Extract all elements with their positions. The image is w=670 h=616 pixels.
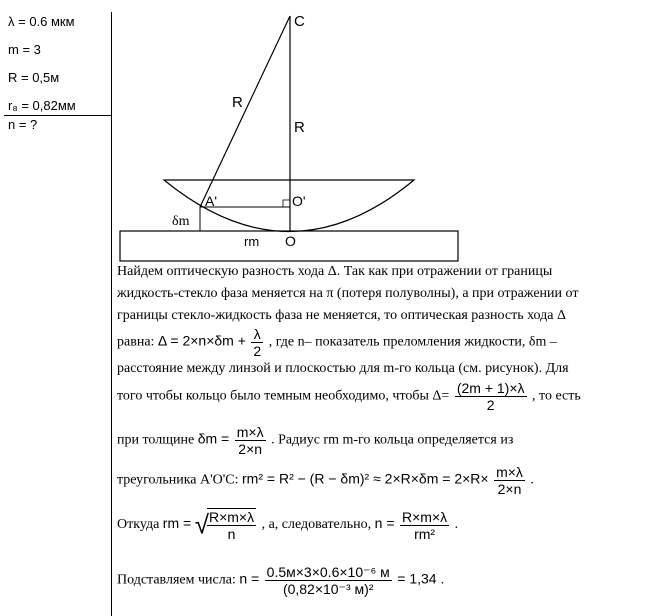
- fraction-numeric: [265, 564, 392, 597]
- formula-n-numeric: n =: [239, 570, 260, 587]
- solution-line-3: границы стекло-жидкость фаза не меняется, то оптическая разность хода Δ: [117, 308, 566, 323]
- fraction-numerator: m×λ: [236, 424, 264, 440]
- fraction-n: [400, 509, 449, 542]
- given-n-unknown: n = ?: [8, 117, 38, 132]
- solution-line-5: расстояние между линзой и плоскостью для m-го кольца (см. рисунок). Для: [117, 361, 569, 376]
- given-lambda: λ = 0.6 мкм: [8, 14, 75, 29]
- fraction-numerator: (2m + 1)×λ: [456, 380, 525, 396]
- fraction-numerator: λ: [251, 326, 263, 343]
- fraction-numerator: R×m×λ: [208, 509, 255, 525]
- fraction-denominator: 2: [486, 397, 495, 413]
- fraction-denominator: 2×n: [497, 481, 522, 497]
- given-R: R = 0,5м: [8, 70, 60, 85]
- solution-line-1: Найдем оптическую разность хода Δ. Так как при отражении от границы: [117, 264, 553, 279]
- label-O: O: [285, 233, 296, 249]
- text-line6-a: того чтобы кольцо было темным необходимо, чтобы Δ=: [117, 388, 450, 404]
- fraction-denominator: 2: [253, 343, 262, 359]
- text-line4-b: , где n– показатель преломления жидкости, δm –: [268, 334, 557, 350]
- fraction-numerator: R×m×λ: [402, 508, 448, 525]
- fraction-numerator: m×λ: [496, 464, 523, 480]
- solution-line-9: [117, 508, 458, 542]
- label-R-slant: R: [232, 94, 243, 111]
- label-C: C: [294, 13, 305, 30]
- square-root: [195, 508, 258, 542]
- text-line9-a: Откуда: [117, 517, 160, 533]
- label-delta-m: δm: [172, 214, 190, 229]
- label-R-vertical: R: [294, 119, 305, 136]
- fraction-denominator: rm²: [414, 525, 436, 542]
- formula-rm-squared: rm² = R² − (R − δm)² ≈ 2×R×δm = 2×R×: [242, 470, 489, 487]
- solution-line-7: [117, 424, 513, 457]
- label-A-prime: A': [205, 193, 218, 209]
- text-line7-a: при толщине: [117, 432, 195, 448]
- fraction-triangle: [494, 464, 525, 497]
- radius-slant-line: [200, 16, 290, 207]
- right-angle-mark: [283, 200, 290, 207]
- text-line10-a: Подставляем числа:: [117, 572, 236, 588]
- text-line4-a: равна:: [117, 334, 155, 350]
- given-m: m = 3: [8, 42, 41, 57]
- fraction-thickness: [235, 424, 266, 457]
- text-line10-result: = 1,34 .: [397, 570, 445, 587]
- text-line8-b: .: [530, 472, 534, 488]
- fraction-denominator: n: [227, 526, 236, 542]
- solution-line-8: [117, 464, 534, 497]
- text-line9-c: .: [454, 517, 459, 533]
- formula-delta-m: δm =: [197, 430, 230, 447]
- fraction-under-root: [207, 508, 256, 542]
- text-line6-b: , то есть: [532, 388, 581, 404]
- label-O-prime: O': [292, 193, 306, 209]
- fraction-lambda-2: [251, 326, 263, 359]
- fraction-denominator: 2×n: [238, 441, 263, 457]
- fraction-dark-ring: [455, 380, 527, 413]
- fraction-denominator: (0,82×10⁻³ м)²: [282, 581, 374, 597]
- lens: [164, 180, 414, 232]
- formula-delta: Δ = 2×n×δm +: [157, 332, 246, 349]
- fraction-numerator: 0.5м×3×0.6×10⁻⁶ м: [266, 564, 390, 580]
- solution-line-10: [117, 564, 444, 597]
- formula-n: n =: [374, 515, 395, 532]
- text-line8-a: треугольника A'O'C:: [117, 472, 239, 488]
- solution-line-6: [117, 380, 581, 413]
- formula-rm: rm =: [162, 515, 192, 532]
- solution-line-2: жидкость-стекло фаза меняется на π (потеря полуволны), а при отражении от: [117, 286, 579, 301]
- given-r8: r₈ = 0,82мм: [8, 98, 76, 113]
- solution-line-4: [117, 326, 557, 359]
- text-line9-b: , а, следовательно,: [261, 517, 372, 533]
- text-line7-b: . Радиус rm m-го кольца определяется из: [271, 432, 514, 448]
- radical-sign-icon: √: [194, 509, 209, 540]
- label-r-m: rm: [244, 234, 260, 249]
